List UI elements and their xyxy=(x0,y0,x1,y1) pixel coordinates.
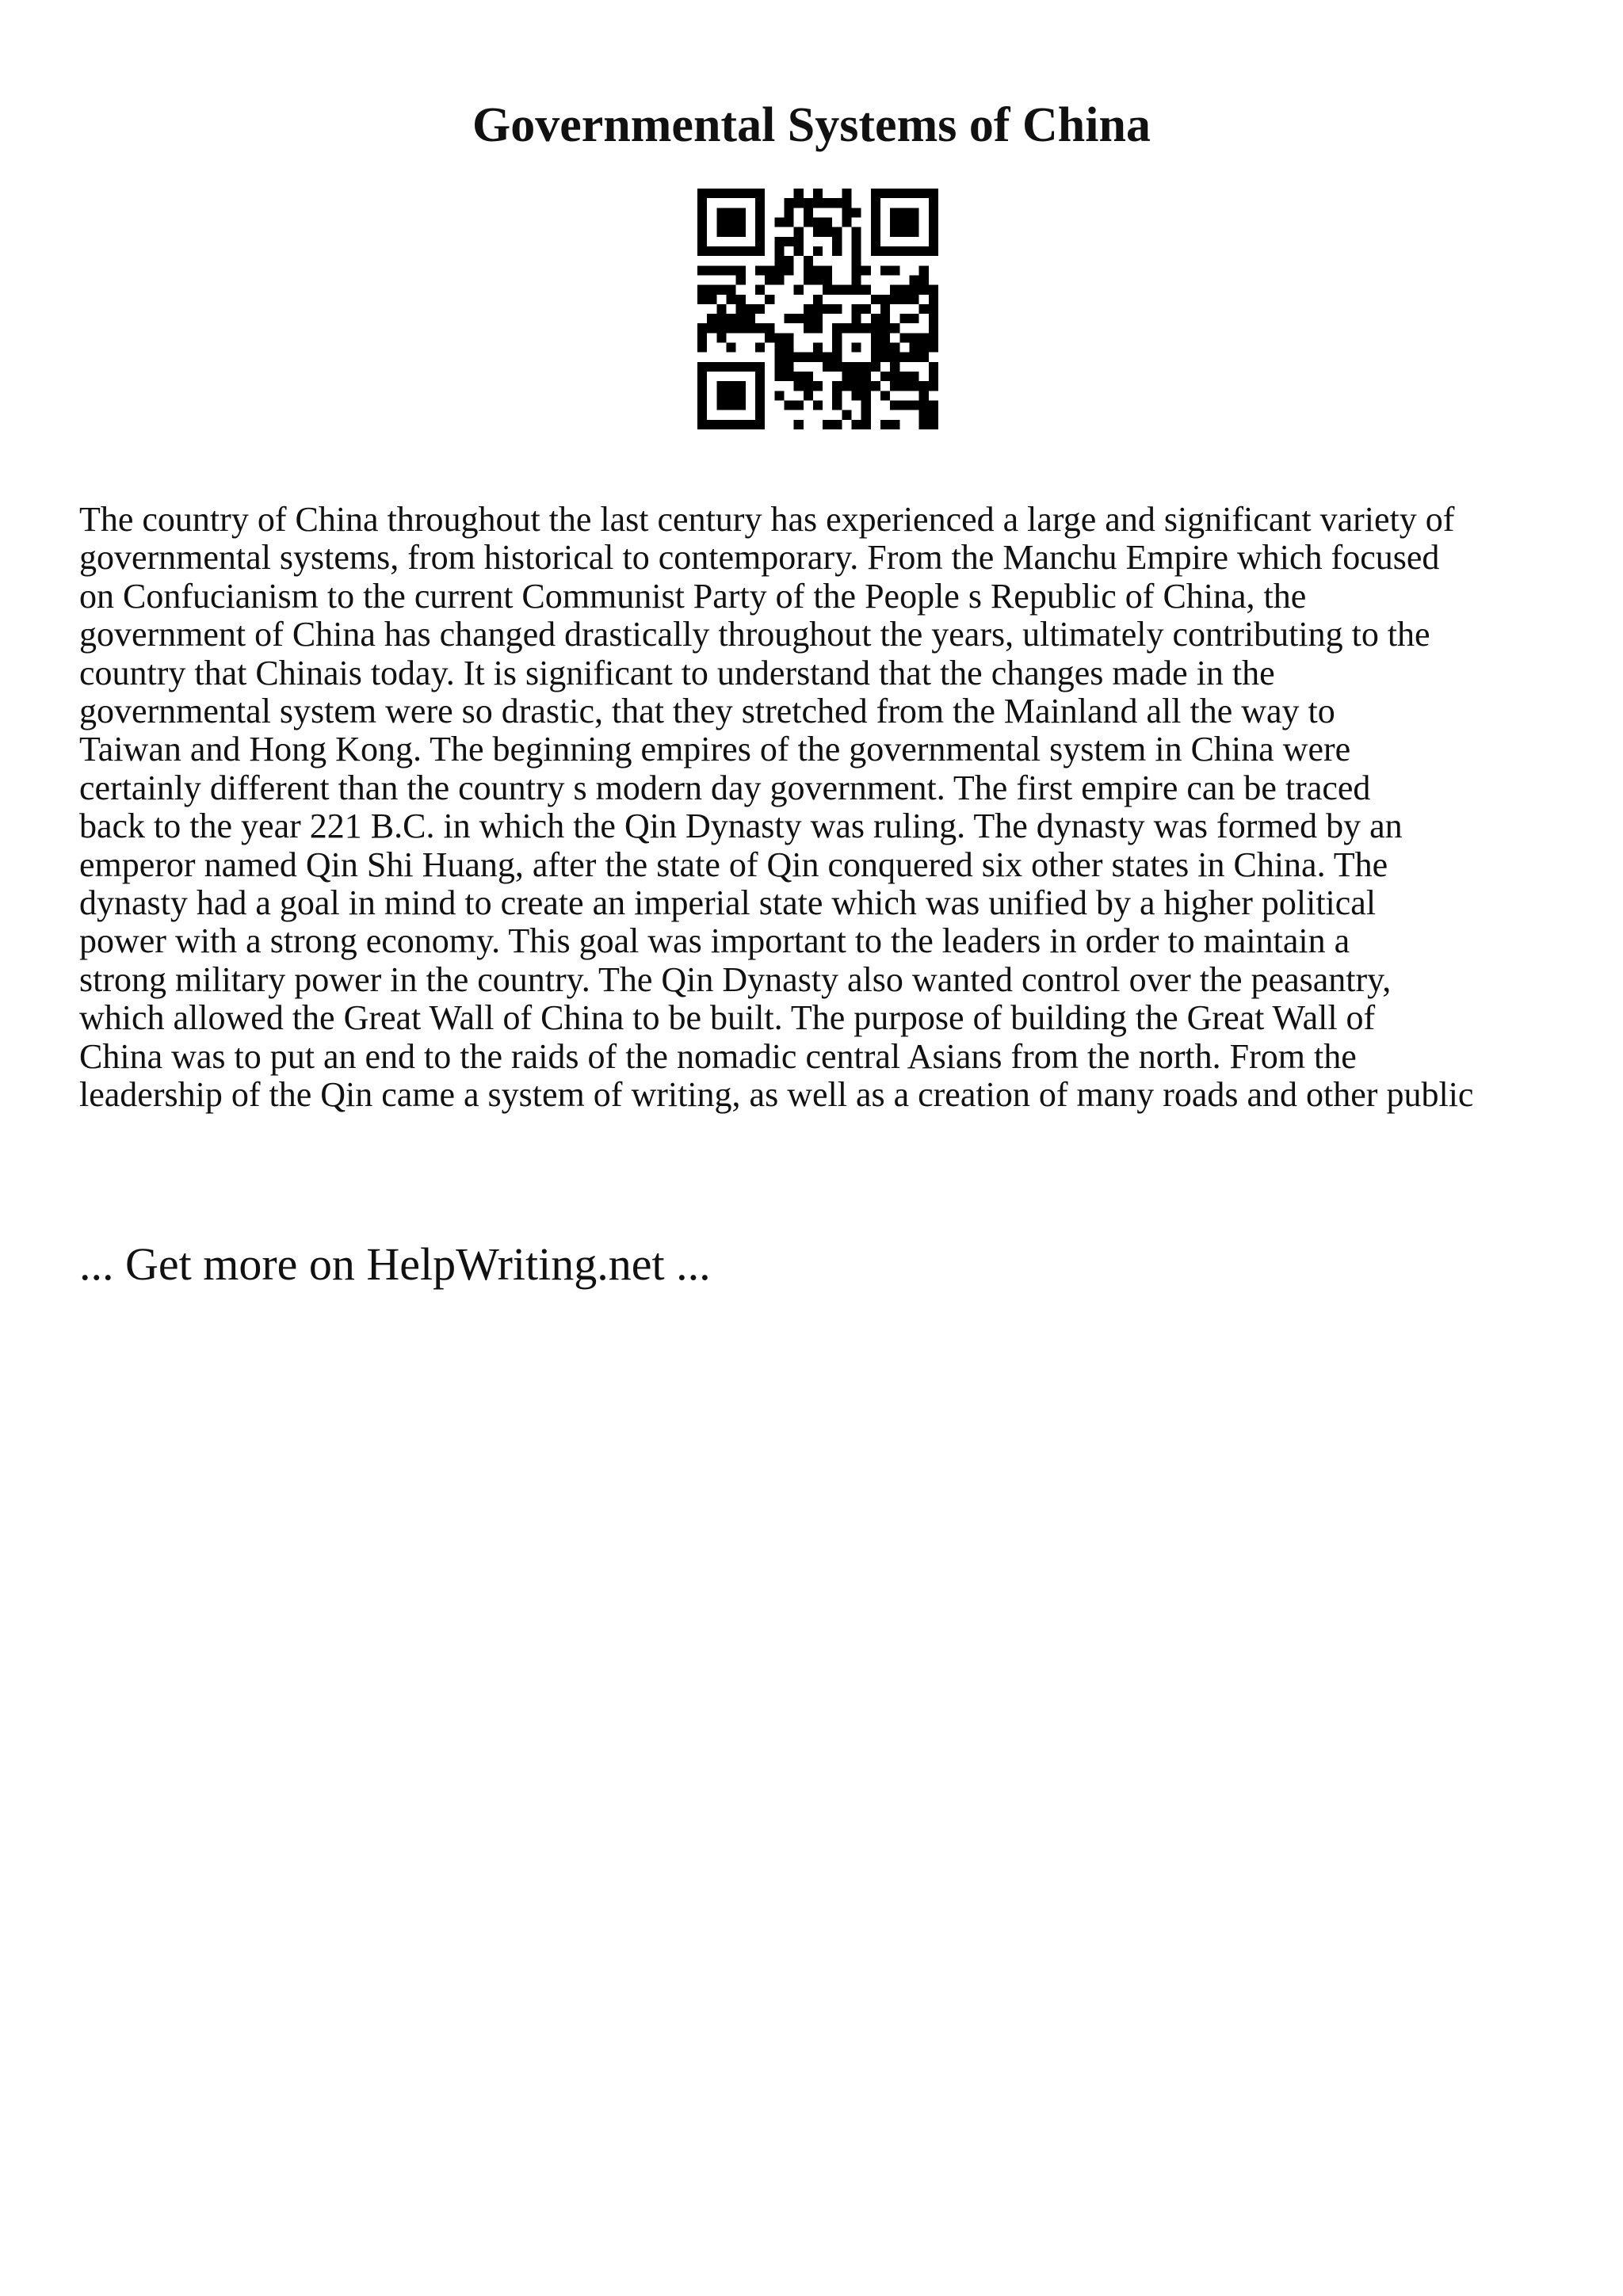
body-line: dynasty had a goal in mind to create an imperial state which was unified by a higher political xyxy=(79,883,1377,923)
body-paragraph xyxy=(79,501,1569,1115)
body-line: which allowed the Great Wall of China to be built. The purpose of building the Great Wall of xyxy=(79,998,1376,1038)
body-line: governmental systems, from historical to contemporary. From the Manchu Empire which focused xyxy=(79,538,1440,578)
body-line: emperor named Qin Shi Huang, after the state of Qin conquered six other states in China. The xyxy=(79,845,1388,884)
body-line: country that Chinais today. It is significant to understand that the changes made in the xyxy=(79,653,1275,692)
body-line: power with a strong economy. This goal was important to the leaders in order to maintain a xyxy=(79,921,1350,961)
body-line: government of China has changed drastically throughout the years, ultimately contributing to the xyxy=(79,615,1430,654)
body-line: certainly different than the country s modern day government. The first empire can be traced xyxy=(79,768,1371,807)
body-line: China was to put an end to the raids of the nomadic central Asians from the north. From the xyxy=(79,1036,1357,1076)
body-line: Taiwan and Hong Kong. The beginning empires of the governmental system in China were xyxy=(79,730,1351,769)
page-title: Governmental Systems of China xyxy=(472,98,1151,152)
body-line: strong military power in the country. The Qin Dynasty also wanted control over the peasantry, xyxy=(79,959,1392,999)
body-line: The country of China throughout the last century has experienced a large and significant variety of xyxy=(79,500,1455,539)
get-more-link[interactable]: ... Get more on HelpWriting.net ... xyxy=(79,1238,711,1290)
body-line: on Confucianism to the current Communist Party of the People s Republic of China, the xyxy=(79,576,1307,616)
body-line: leadership of the Qin came a system of writing, as well as a creation of many roads and other public xyxy=(79,1075,1474,1115)
body-line: back to the year 221 B.C. in which the Qin Dynasty was ruling. The dynasty was formed by an xyxy=(79,807,1403,846)
body-line: governmental system were so drastic, that they stretched from the Mainland all the way to xyxy=(79,692,1335,731)
qr-code-icon[interactable] xyxy=(697,189,938,429)
